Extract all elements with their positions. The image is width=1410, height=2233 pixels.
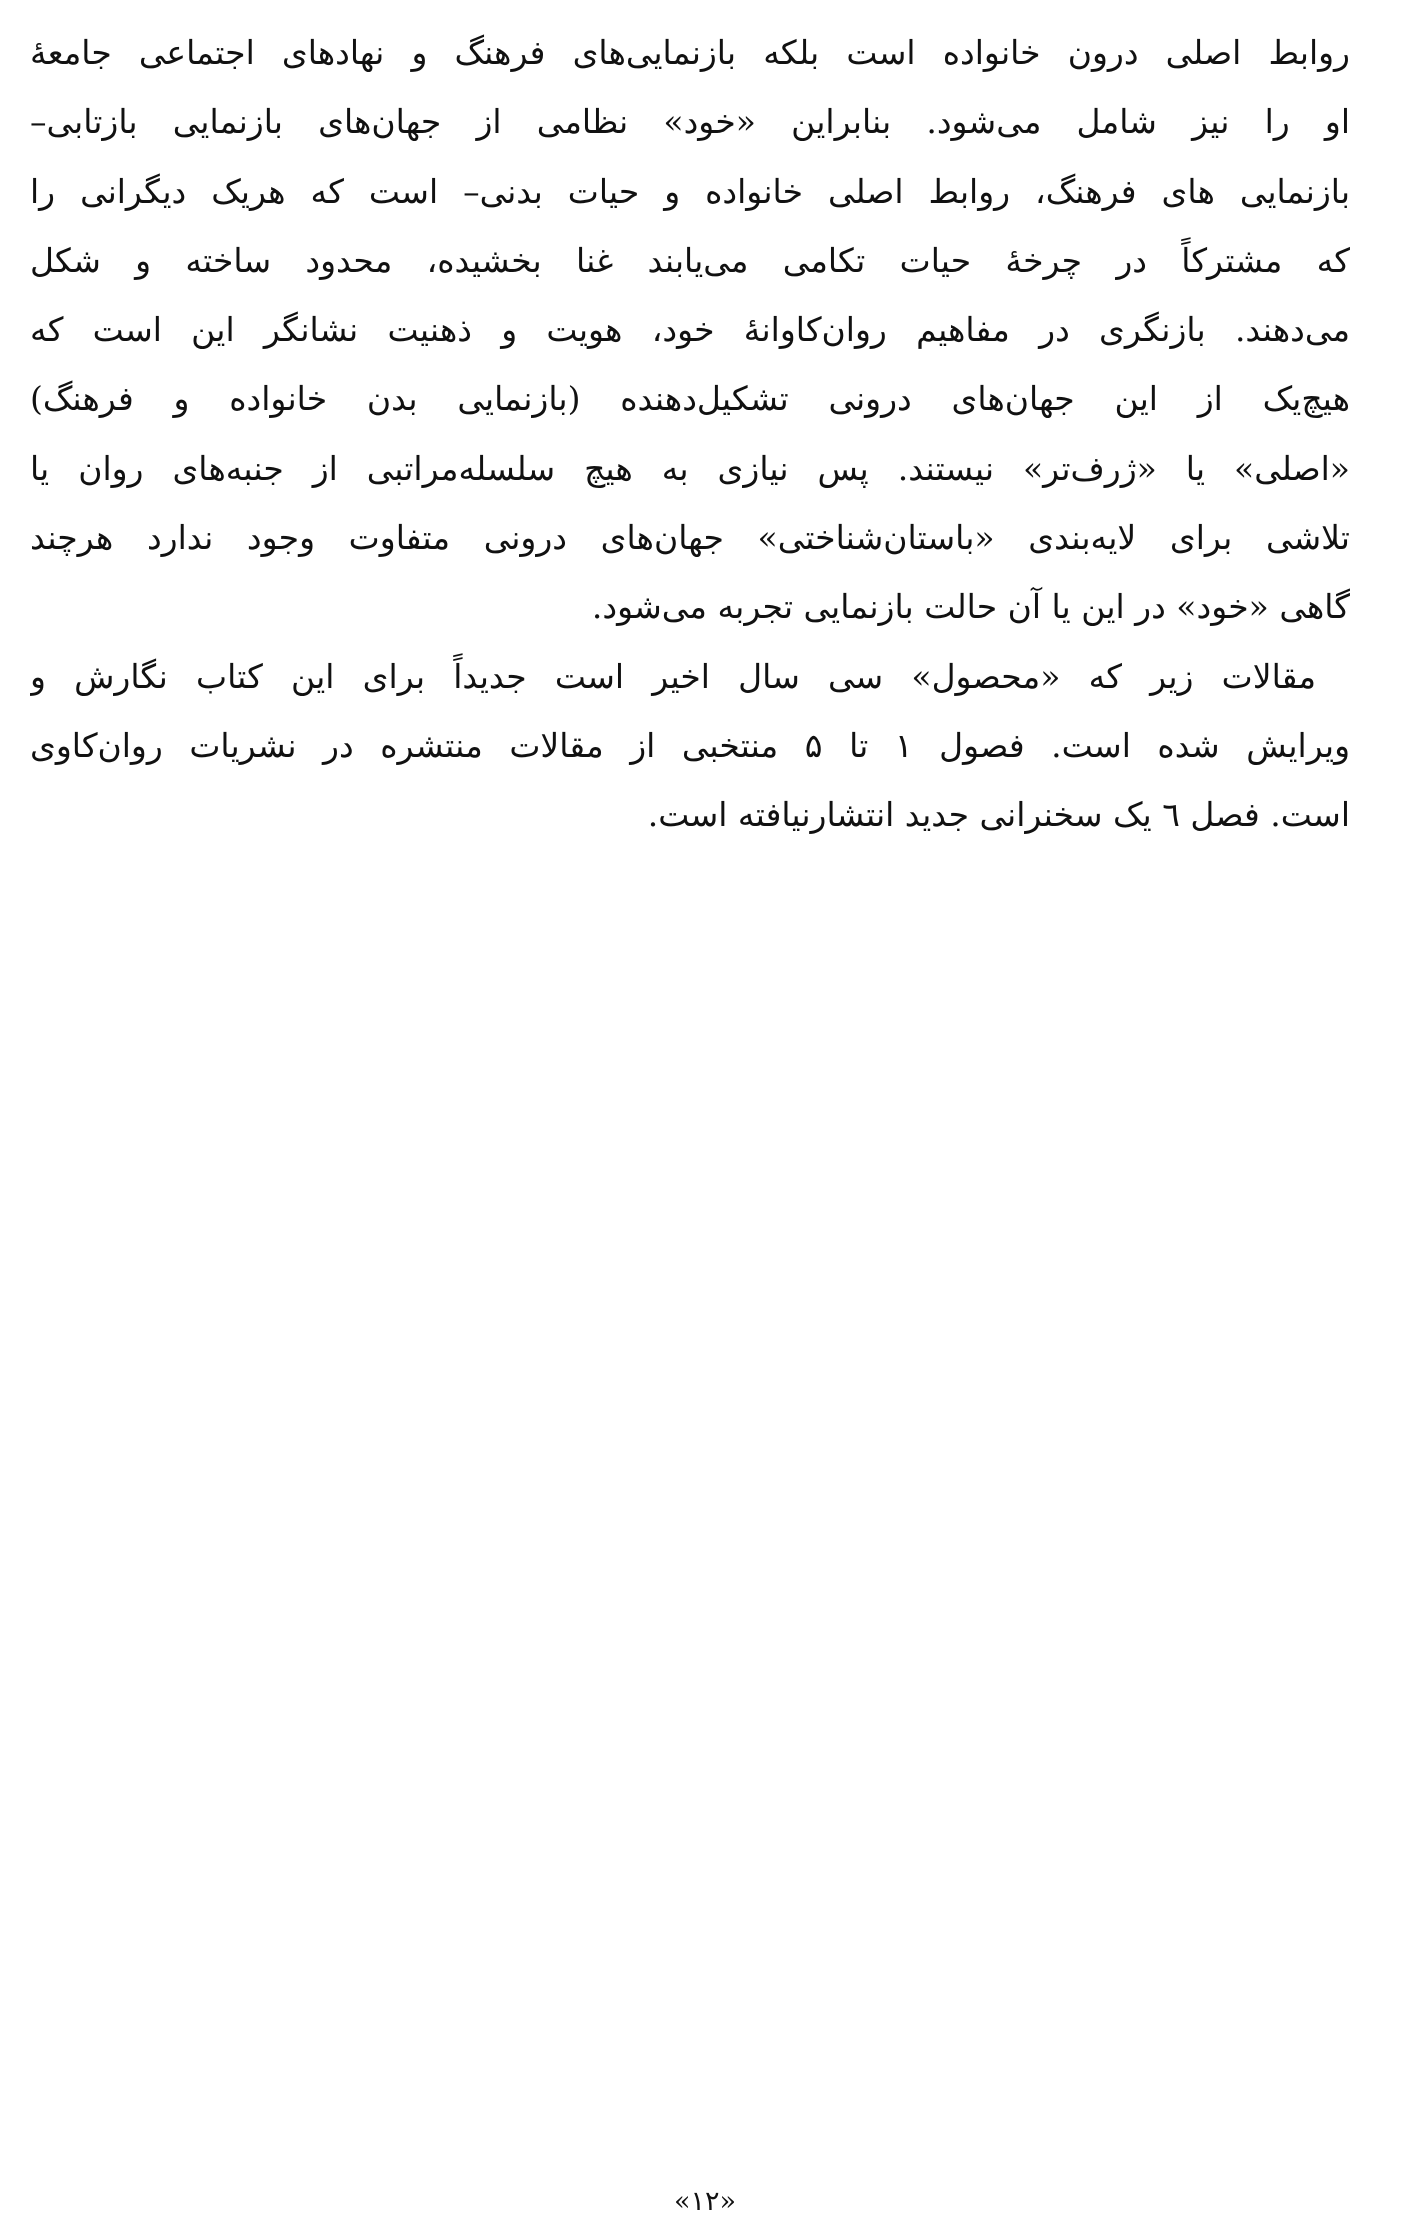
text-line: می‌دهند. بازنگری در مفاهیم روان‌کاوانهٔ خود، هویت و ذهنیت نشانگر این است که (30, 310, 1350, 350)
paragraph-1 (30, 18, 1350, 642)
text-line: بازنمایی های فرهنگ، روابط اصلی خانواده و حیات بدنی– است که هریک دیگرانی را (30, 171, 1350, 211)
text-line: ویرایش شده است. فصول ۱ تا ۵ منتخبی از مقالات منتشره در نشریات روان‌کاوی (30, 725, 1350, 765)
text-line: «اصلی» یا «ژرف‌تر» نیستند. پس نیازی به هیچ سلسله‌مراتبی از جنبه‌های روان یا (30, 448, 1350, 488)
text-line: او را نیز شامل می‌شود. بنابراین «خود» نظامی از جهان‌های بازنمایی بازتابی– (30, 102, 1350, 142)
text-line: هیچ‌یک از این جهان‌های درونی تشکیل‌دهنده (بازنمایی بدن خانواده و فرهنگ) (30, 379, 1350, 419)
text-line: تلاشی برای لایه‌بندی «باستان‌شناختی» جهان‌های درونی متفاوت وجود ندارد هرچند (30, 518, 1350, 558)
text-line: گاهی «خود» در این یا آن حالت بازنمایی تجربه می‌شود. (591, 587, 1350, 627)
text-line: که مشترکاً در چرخهٔ حیات تکامی می‌یابند غنا بخشیده، محدود ساخته و شکل (30, 240, 1350, 280)
paragraph-2 (30, 642, 1350, 850)
body-text (30, 18, 1350, 850)
text-line: روابط اصلی درون خانواده است بلکه بازنمایی‌های فرهنگ و نهادهای اجتماعی جامعهٔ (30, 33, 1350, 72)
text-line: است. فصل ٦ یک سخنرانی جدید انتشارنیافته است. (647, 795, 1350, 835)
page-number: «۱۲» (673, 2186, 737, 2217)
text-line: مقالات زیر که «محصول» سی سال اخیر است جدیداً برای این کتاب نگارش و (30, 656, 1316, 696)
